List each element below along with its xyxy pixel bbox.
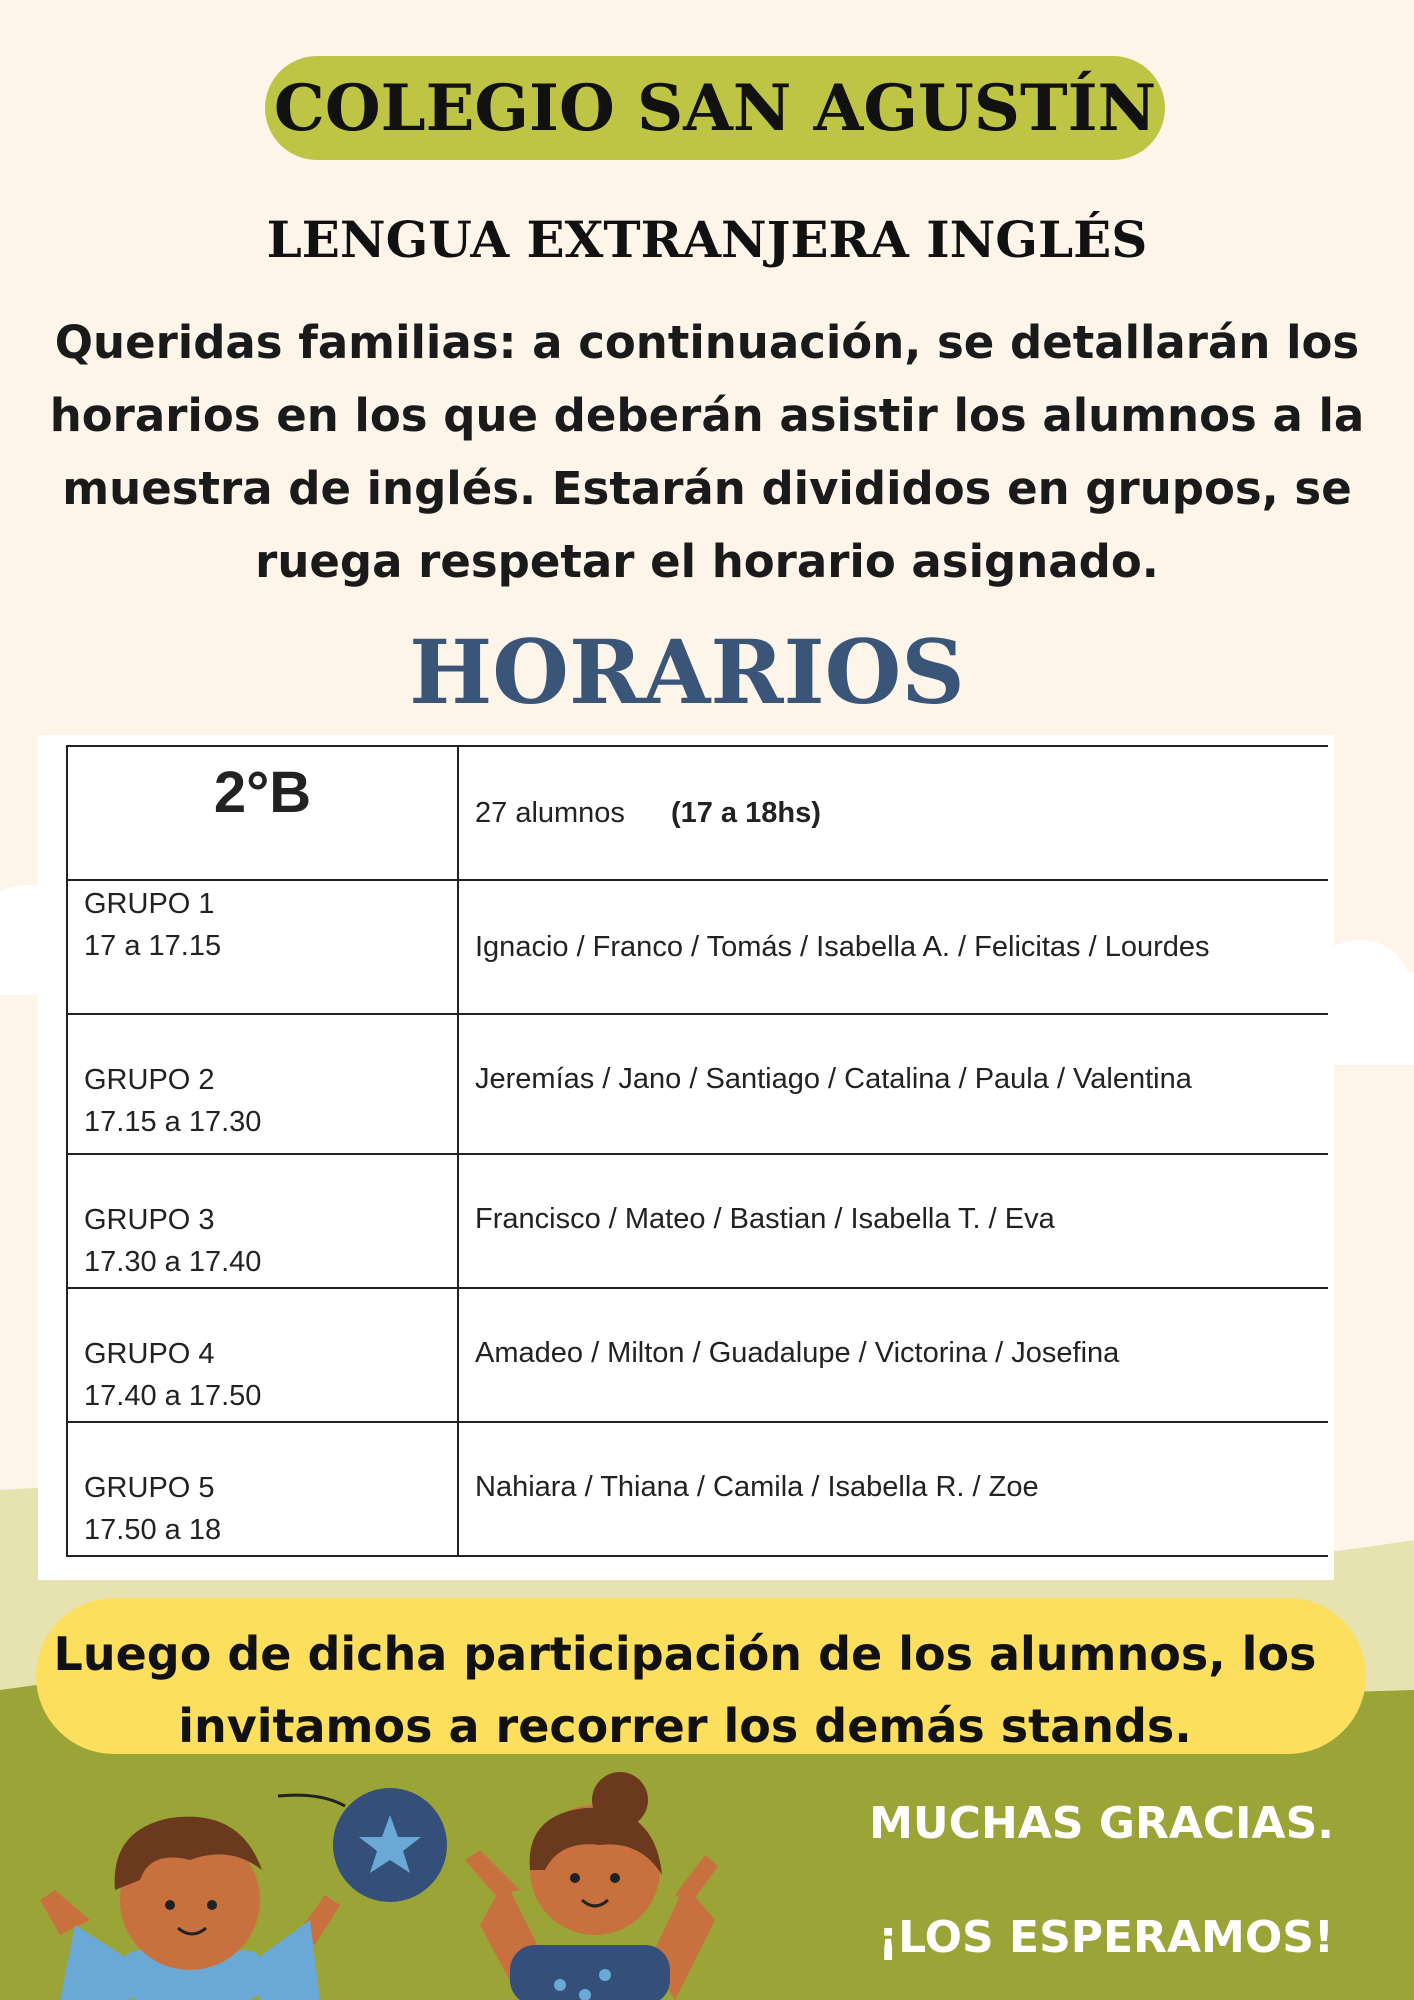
table-row — [67, 880, 1328, 1014]
schedule-table — [66, 745, 1328, 1557]
closing-message: Luego de dicha participación de los alumnos, los invitamos a recorrer los demás stands. — [53, 1627, 1317, 1753]
table-row — [67, 1422, 1328, 1556]
table-row — [67, 1154, 1328, 1288]
group-students: Amadeo / Milton / Guadalupe / Victorina / Josefina — [458, 1288, 1328, 1422]
group-students: Nahiara / Thiana / Camila / Isabella R. / Zoe — [458, 1422, 1328, 1556]
class-name: 2°B — [213, 760, 312, 825]
thanks-text: MUCHAS GRACIAS. — [869, 1798, 1334, 1849]
group-label: GRUPO 5 — [84, 1472, 215, 1504]
group-time: 17.15 a 17.30 — [84, 1106, 262, 1138]
group-students: Jeremías / Jano / Santiago / Catalina / Paula / Valentina — [458, 1014, 1328, 1154]
group-label: GRUPO 4 — [84, 1338, 215, 1370]
table-header-row — [67, 746, 1328, 880]
group-label: GRUPO 2 — [84, 1064, 215, 1096]
group-time: 17.50 a 18 — [84, 1514, 222, 1546]
wait-text: ¡LOS ESPERAMOS! — [878, 1912, 1334, 1963]
schedule-panel — [38, 735, 1334, 1580]
group-students: Ignacio / Franco / Tomás / Isabella A. / Felicitas / Lourdes — [458, 880, 1328, 1014]
group-students: Francisco / Mateo / Bastian / Isabella T. / Eva — [458, 1154, 1328, 1288]
subject-title: LENGUA EXTRANJERA INGLÉS — [266, 210, 1148, 269]
time-range: (17 a 18hs) — [670, 796, 821, 829]
group-time: 17.40 a 17.50 — [84, 1380, 262, 1412]
group-label: GRUPO 3 — [84, 1204, 215, 1236]
students-count: 27 alumnos — [475, 796, 625, 829]
group-time: 17.30 a 17.40 — [84, 1246, 262, 1278]
group-label: GRUPO 1 — [84, 888, 215, 920]
group-time: 17 a 17.15 — [84, 930, 222, 962]
table-row — [67, 1288, 1328, 1422]
table-row — [67, 1014, 1328, 1154]
intro-paragraph: Queridas familias: a continuación, se detallarán los horarios en los que deberán asistir los alumnos a la muestra de inglés. Estarán divididos en grupos, se ruega respetar el horario asignado. — [49, 316, 1365, 588]
school-name: COLEGIO SAN AGUSTÍN — [265, 56, 1165, 160]
section-title: HORARIOS — [409, 620, 965, 724]
